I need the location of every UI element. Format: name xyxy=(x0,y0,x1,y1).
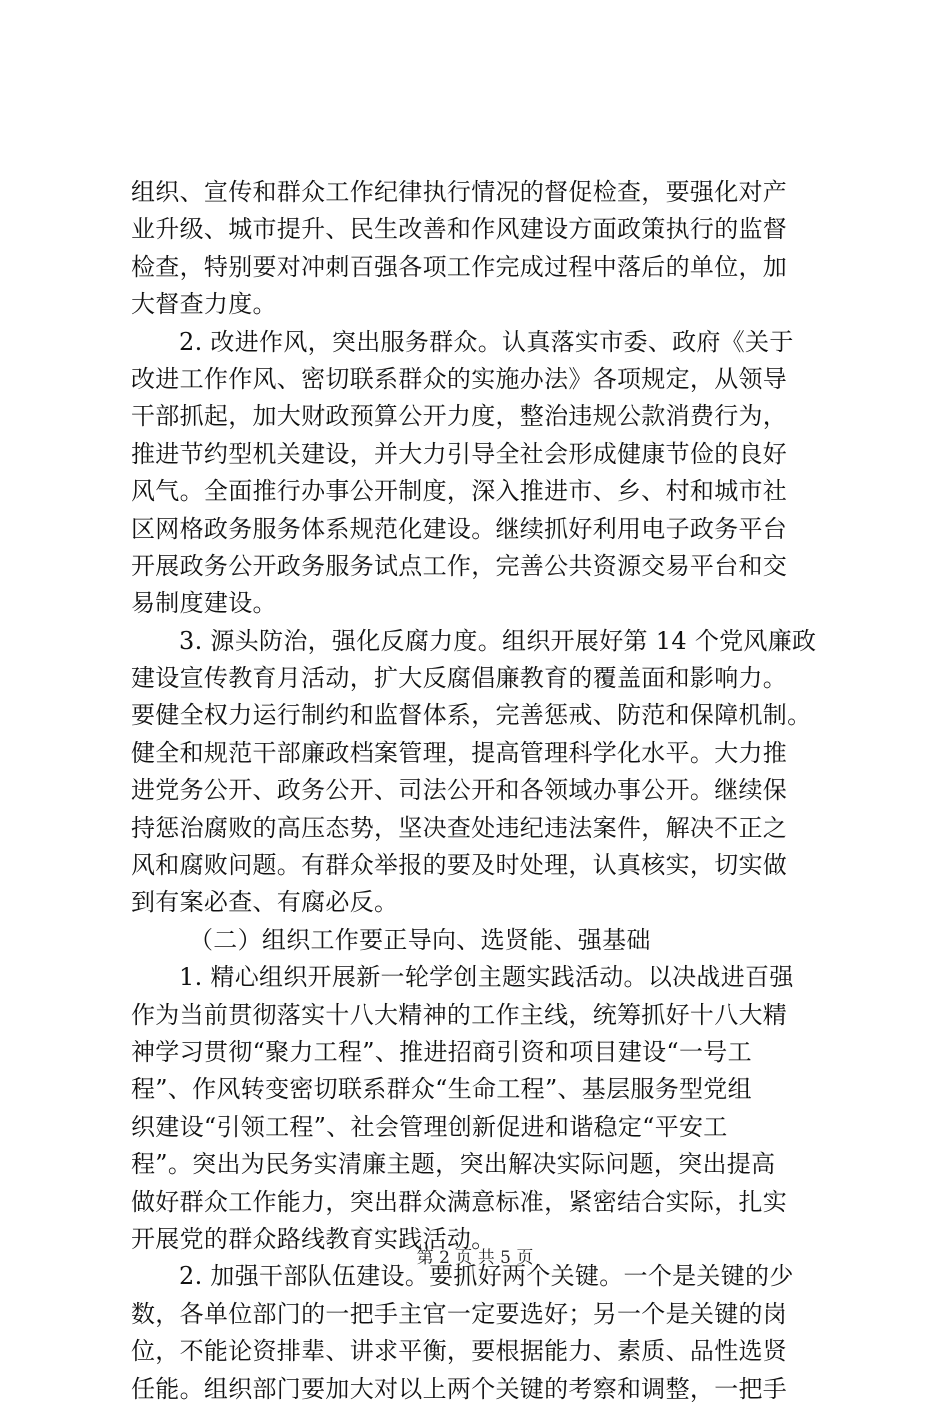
text-line: 持惩治腐败的高压态势，坚决查处违纪违法案件，解决不正之 xyxy=(131,813,788,842)
text-line: 改进工作作风、密切联系群众的实施办法》各项规定，从领导 xyxy=(131,364,788,393)
text-line: 易制度建设。 xyxy=(131,589,277,618)
text-line: 组织、宣传和群众工作纪律执行情况的督促检查，要强化对产 xyxy=(131,178,788,206)
text-line: 开展党的群众路线教育实践活动。 xyxy=(131,1224,496,1253)
text-line: 到有案必查、有腐必反。 xyxy=(131,888,399,917)
text-line: 检查，特别要对冲刺百强各项工作完成过程中落后的单位，加 xyxy=(131,252,788,281)
text-line: 健全和规范干部廉政档案管理，提高管理科学化水平。大力推 xyxy=(131,738,788,767)
text-line: 程”。突出为民务实清廉主题，突出解决实际问题，突出提高 xyxy=(131,1150,776,1179)
body-text xyxy=(131,174,831,1408)
paragraph-start-line: 2. 改进作风，突出服务群众。认真落实市委、政府《关于 xyxy=(179,327,794,356)
text-line: 进党务公开、政务公开、司法公开和各领域办事公开。继续保 xyxy=(131,776,788,805)
text-line: 神学习贯彻“聚力工程”、推进招商引资和项目建设“一号工 xyxy=(131,1037,752,1066)
text-line: 程”、作风转变密切联系群众“生命工程”、基层服务型党组 xyxy=(131,1075,752,1104)
page-footer xyxy=(0,1248,950,1268)
text-line: 任能。组织部门要加大对以上两个关键的考察和调整，一把手 xyxy=(131,1374,788,1403)
text-line: 推进节约型机关建设，并大力引导全社会形成健康节俭的良好 xyxy=(131,439,788,468)
text-line: 数，各单位部门的一把手主官一定要选好；另一个是关键的岗 xyxy=(131,1299,788,1328)
text-line: 开展政务公开政务服务试点工作，完善公共资源交易平台和交 xyxy=(131,551,788,580)
text-line: 织建设“引领工程”、社会管理创新促进和谐稳定“平安工 xyxy=(131,1112,728,1141)
text-line: 建设宣传教育月活动，扩大反腐倡廉教育的覆盖面和影响力。 xyxy=(131,664,788,693)
text-line: 做好群众工作能力，突出群众满意标准，紧密结合实际，扎实 xyxy=(131,1187,788,1216)
paragraph-start-line: 2. 加强干部队伍建设。要抓好两个关键。一个是关键的少 xyxy=(179,1262,794,1291)
text-line: 位，不能论资排辈、讲求平衡，要根据能力、素质、品性选贤 xyxy=(131,1337,788,1366)
text-line: 干部抓起，加大财政预算公开力度，整治违规公款消费行为， xyxy=(131,402,788,431)
text-line: 业升级、城市提升、民生改善和作风建设方面政策执行的监督 xyxy=(131,215,788,244)
paragraph-start-line: 3. 源头防治，强化反腐力度。组织开展好第 14 个党风廉政 xyxy=(179,626,817,655)
section-heading: （二）组织工作要正导向、选贤能、强基础 xyxy=(189,925,651,954)
text-line: 风和腐败问题。有群众举报的要及时处理，认真核实，切实做 xyxy=(131,851,788,880)
text-line: 作为当前贯彻落实十八大精神的工作主线，统筹抓好十八大精 xyxy=(131,1000,788,1029)
paragraph-start-line: 1. 精心组织开展新一轮学创主题实践活动。以决战进百强 xyxy=(179,963,794,992)
text-line: 大督查力度。 xyxy=(131,290,277,319)
page-number: 第 2 页 共 5 页 xyxy=(416,1248,534,1268)
text-line: 风气。全面推行办事公开制度，深入推进市、乡、村和城市社 xyxy=(131,477,788,506)
text-line: 区网格政务服务体系规范化建设。继续抓好利用电子政务平台 xyxy=(131,514,788,543)
text-line: 要健全权力运行制约和监督体系，完善惩戒、防范和保障机制。 xyxy=(131,701,812,730)
